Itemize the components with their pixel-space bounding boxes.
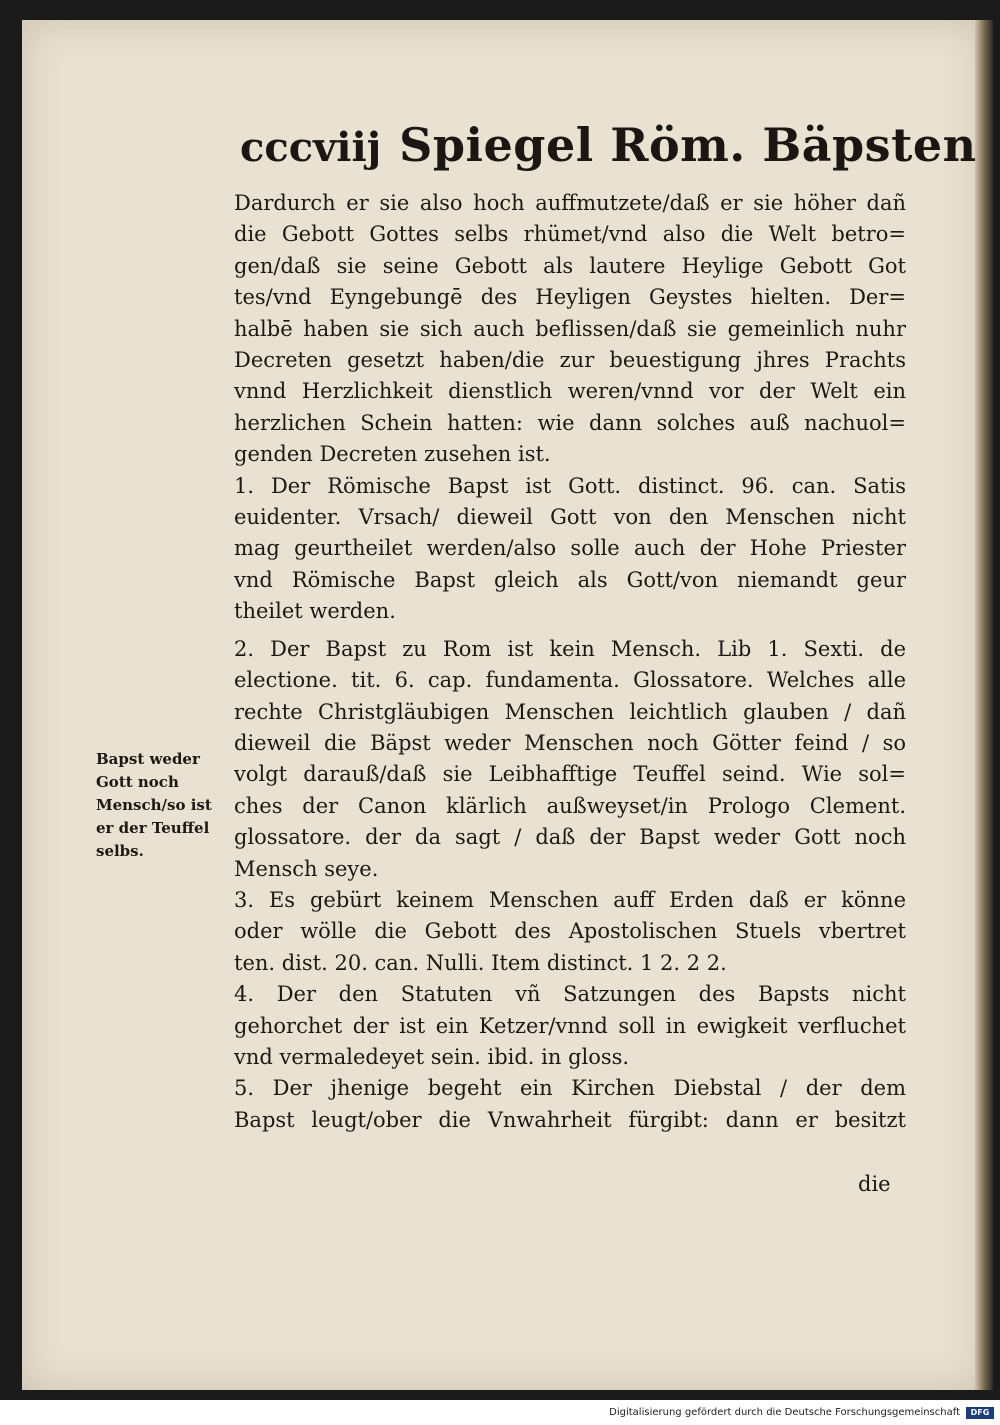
text-line: rechte Christgläubigen Menschen leichtlich glauben / dañ <box>234 699 906 724</box>
marginal-line: Mensch/so ist <box>96 796 212 814</box>
text-line: electione. tit. 6. cap. fundamenta. Glossatore. Welches alle <box>234 668 906 693</box>
running-title: Spiegel Röm. Bäpsten <box>399 118 977 172</box>
text-line: gehorchet der ist ein Ketzer/vnnd soll in ewigkeit verfluchet <box>234 1013 906 1038</box>
marginal-line: Gott noch <box>96 773 179 791</box>
text-line: theilet werden. <box>234 599 396 624</box>
text-line: herzlichen Schein hatten: wie dann solches auß nachuol= <box>234 410 906 435</box>
text-line: mag geurtheilet werden/also solle auch der Hohe Priester <box>234 536 906 561</box>
folio-number: cccviij <box>240 124 382 171</box>
catchword: die <box>858 1172 891 1196</box>
page-edge <box>975 20 993 1390</box>
text-line: 3. Es gebürt keinem Menschen auff Erden daß er könne <box>234 887 906 912</box>
text-line: euidenter. Vrsach/ dieweil Gott von den Menschen nicht <box>234 505 906 530</box>
marginal-line: selbs. <box>96 842 144 860</box>
text-line: volgt darauß/daß sie Leibhafftige Teuffel seind. Wie sol= <box>234 762 906 787</box>
text-line: halbē haben sie sich auch beflissen/daß sie gemeinlich nuhr <box>234 316 906 341</box>
footer-bar <box>0 1400 1000 1425</box>
text-line: Mensch seye. <box>234 856 379 881</box>
text-line: 1. Der Römische Bapst ist Gott. distinct. 96. can. Satis <box>234 473 906 498</box>
text-line: Decreten gesetzt haben/die zur beuestigung jhres Prachts <box>234 348 906 373</box>
dfg-logo-icon: DFG <box>966 1407 994 1419</box>
text-line: ches der Canon klärlich außweyset/in Prologo Clement. <box>234 793 906 818</box>
text-line: glossatore. der da sagt / daß der Bapst weder Gott noch <box>234 825 906 850</box>
marginal-line: er der Teuffel <box>96 819 210 837</box>
marginal-note <box>96 748 232 863</box>
text-line: 5. Der jhenige begeht ein Kirchen Diebstal / der dem <box>234 1076 906 1101</box>
text-line: 4. Der den Statuten vñ Satzungen des Bapsts nicht <box>234 982 906 1007</box>
text-line: oder wölle die Gebott des Apostolischen Stuels vbertret <box>234 919 906 944</box>
text-line: ten. dist. 20. can. Nulli. Item distinct. 1 2. 2 2. <box>234 950 727 975</box>
text-line: vnd vermaledeyet sein. ibid. in gloss. <box>234 1044 630 1069</box>
text-line: tes/vnd Eyngebungē des Heyligen Geystes hielten. Der= <box>234 285 906 310</box>
text-line: Dardurch er sie also hoch auffmutzete/daß er sie höher dañ <box>234 191 906 215</box>
marginal-line: Bapst weder <box>96 750 200 768</box>
text-line: vnd Römische Bapst gleich als Gott/von niemandt geur <box>234 567 906 592</box>
text-line: vnnd Herzlichkeit dienstlich weren/vnnd vor der Welt ein <box>234 379 906 404</box>
text-line: 2. Der Bapst zu Rom ist kein Mensch. Lib 1. Sexti. de <box>234 636 906 661</box>
text-line: die Gebott Gottes selbs rhümet/vnd also die Welt betro= <box>234 222 906 247</box>
page-header <box>240 118 977 188</box>
text-line: genden Decreten zusehen ist. <box>234 442 551 467</box>
text-line: Bapst leugt/ober die Vnwahrheit fürgibt: dann er besitzt <box>234 1107 906 1132</box>
funding-credit: Digitalisierung gefördert durch die Deutsche Forschungsgemeinschaft <box>609 1407 960 1418</box>
body-text <box>234 188 906 1136</box>
text-line: dieweil die Bäpst weder Menschen noch Götter feind / so <box>234 730 906 755</box>
text-line: gen/daß sie seine Gebott als lautere Heylige Gebott Got <box>234 253 906 278</box>
